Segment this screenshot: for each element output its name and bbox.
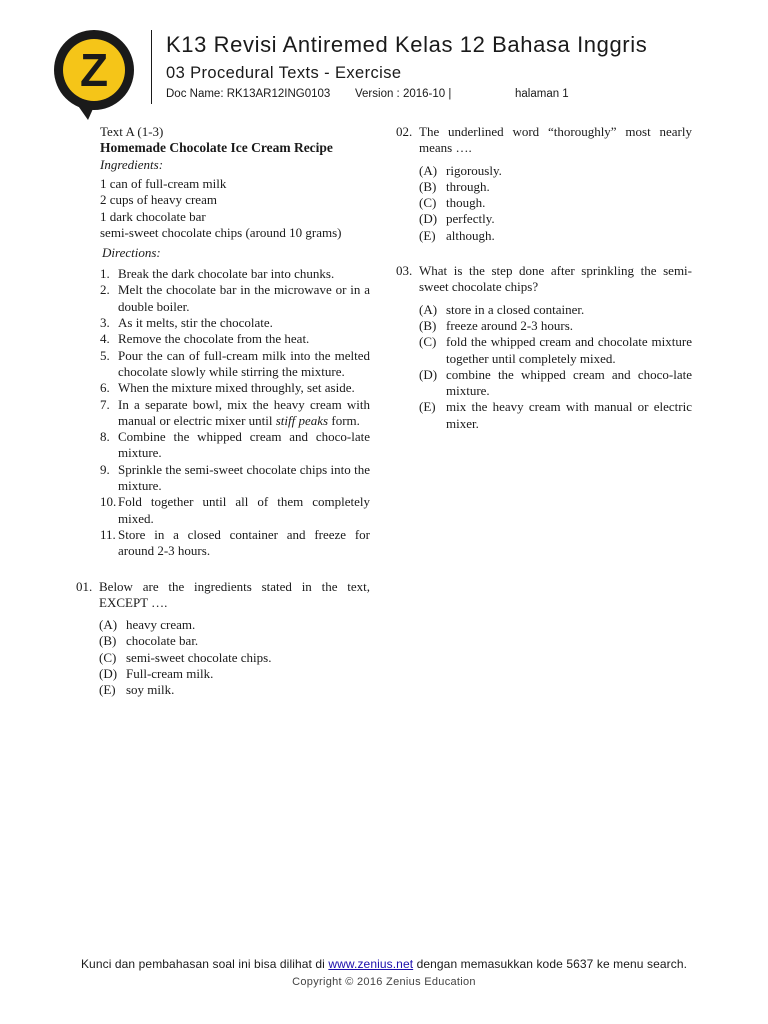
ingredient-item: semi-sweet chocolate chips (around 10 grams) [100,224,342,240]
question-stem: What is the step done after sprinkling the semi-sweet chocolate chips? [419,263,692,295]
question-03 [396,263,692,432]
answer-option[interactable]: (E) mix the heavy cream with manual or electric mixer. [419,399,692,431]
answer-option[interactable]: (D) combine the whipped cream and choco-late mixture. [419,366,692,399]
passage-label: Text A (1-3) [100,124,164,139]
question-stem: The underlined word “thoroughly” most nearly means …. [419,124,692,156]
answer-option[interactable]: (A) heavy cream. [99,617,196,633]
header-divider [151,30,152,104]
direction-step: 4. Remove the chocolate from the heat. [100,331,310,347]
direction-step: 1. Break the dark chocolate bar into chunks. [100,266,335,282]
zenius-logo [52,30,138,120]
document-meta [166,86,746,102]
answer-option[interactable]: (E) although. [419,227,495,243]
document-subtitle: 03 Procedural Texts - Exercise [166,64,402,82]
answer-option[interactable]: (A) rigorously. [419,162,502,178]
italic-term: stiff peaks [275,412,329,428]
direction-step: 7. In a separate bowl, mix the heavy cream with manual or electric mixer until stiff peaks form. [100,396,370,428]
question-02 [396,124,692,244]
answer-option[interactable]: (C) though. [419,195,486,211]
answer-option[interactable]: (B) chocolate bar. [99,633,199,649]
copyright-notice: Copyright © 2016 Zenius Education [292,976,476,988]
question-01 [76,579,370,699]
answer-option[interactable]: (B) through. [419,178,490,194]
question-number: 01. [76,578,93,594]
direction-step: 3. As it melts, stir the chocolate. [100,315,273,331]
direction-step: 5. Pour the can of full-cream milk into the melted chocolate slowly while stirring the mixture. [100,347,370,379]
right-column [396,124,692,432]
question-number: 02. [396,124,413,139]
left-column [76,124,370,699]
answer-option[interactable]: (C) fold the whipped cream and chocolate mixture together until completely mixed. [419,334,692,366]
direction-step: 2. Melt the chocolate bar in the microwave or in a double boiler. [100,282,370,314]
direction-step: 8. Combine the whipped cream and choco-late mixture. [100,429,370,461]
ingredients-list [100,176,370,241]
direction-step: 10. Fold together until all of them completely mixed. [100,494,370,526]
directions-list [100,266,370,559]
answer-options [99,617,370,698]
recipe-title: Homemade Chocolate Ice Cream Recipe [100,140,333,155]
ingredient-item: 1 can of full-cream milk [100,176,227,191]
zenius-website-link[interactable]: www.zenius.net [328,957,414,971]
answer-key-note [0,957,768,971]
answer-option[interactable]: (D) Full-cream milk. [99,666,214,682]
direction-step: 6. When the mixture mixed throughly, set aside. [100,380,355,396]
directions-label: Directions: [102,245,161,261]
answer-option[interactable]: (D) perfectly. [419,211,495,227]
question-number: 03. [396,263,413,279]
reading-passage [100,124,370,560]
ingredient-item: 2 cups of heavy cream [100,192,217,208]
logo-letter: Z [79,44,109,96]
footer-note-text: dengan memasukkan kode 5637 ke menu search. [413,957,688,971]
page-number: halaman 1 [515,88,569,100]
document-header [166,30,746,102]
answer-option[interactable]: (E) soy milk. [99,682,175,698]
answer-options [419,302,692,432]
ingredients-label: Ingredients: [100,157,164,172]
answer-option[interactable]: (B) freeze around 2-3 hours. [419,317,574,333]
direction-step: 11. Store in a closed container and freeze for around 2-3 hours. [100,526,370,559]
doc-name: Doc Name: RK13AR12ING0103 [166,88,331,100]
doc-version: Version : 2016-10 | [355,88,452,100]
document-title: K13 Revisi Antiremed Kelas 12 Bahasa Inggris [166,32,648,57]
ingredient-item: 1 dark chocolate bar [100,208,206,224]
answer-options [419,163,692,244]
answer-option[interactable]: (C) semi-sweet chocolate chips. [99,649,272,665]
answer-option[interactable]: (A) store in a closed container. [419,301,585,317]
direction-step: 9. Sprinkle the semi-sweet chocolate chips into the mixture. [100,461,370,494]
question-stem: Below are the ingredients stated in the text, EXCEPT …. [99,578,370,610]
footer-note-text: Kunci dan pembahasan soal ini bisa dilihat di [80,957,329,971]
